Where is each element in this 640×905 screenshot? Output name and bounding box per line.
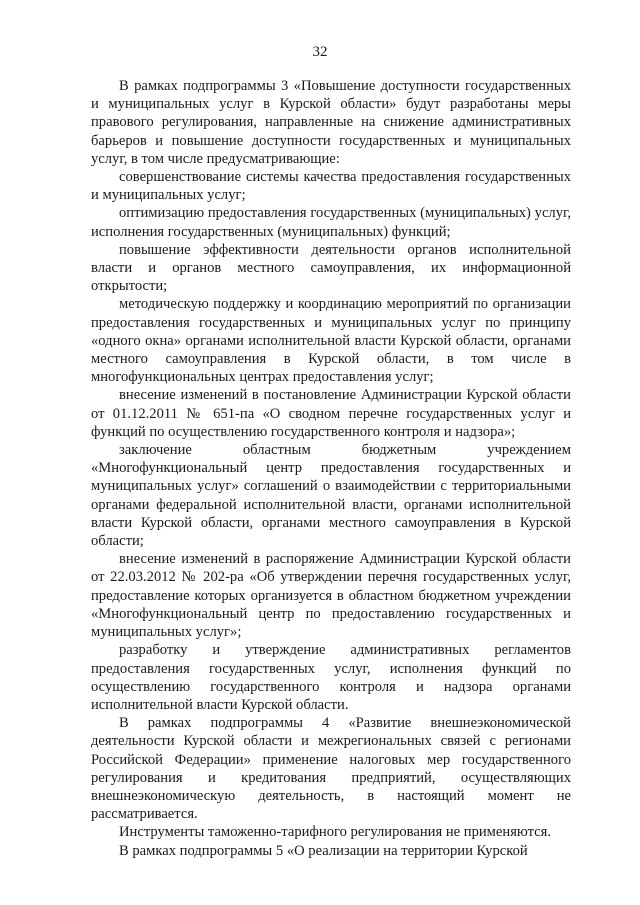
paragraph: повышение эффективности деятельности органов исполнительной власти и органов местного самоуправления, их информационной открытости; xyxy=(91,241,571,295)
paragraph: В рамках подпрограммы 4 «Развитие внешнеэкономической деятельности Курской области и межрегиональных связей с регионами Российской Федерации» применение налоговых мер государственного регулирования и кредитования предприятий, осуществляющих внешнеэкономическую деятельность, в настоящий момент не рассматривается. xyxy=(91,715,571,823)
paragraph: В рамках подпрограммы 5 «О реализации на территории Курской xyxy=(119,842,528,859)
paragraph: Инструменты таможенно-тарифного регулирования не применяются. xyxy=(119,824,552,841)
paragraph: внесение изменений в постановление Администрации Курской области от 01.12.2011 № 651-па «О сводном перечне государственных услуг и функций по осуществлению государственного контроля и надзора»; xyxy=(91,387,571,440)
paragraph: В рамках подпрограммы 3 «Повышение доступности государственных и муниципальных услуг в Курской области» будут разработаны меры правового регулирования, направленные на снижение административных барьеров и повышение доступности государственных и муниципальных услуг, в том числе предусматривающие: xyxy=(91,78,571,167)
paragraph: оптимизацию предоставления государственных (муниципальных) услуг, исполнения государственных (муниципальных) функций; xyxy=(91,205,571,240)
paragraph: внесение изменений в распоряжение Администрации Курской области от 22.03.2012 № 202-ра «Об утверждении перечня государственных услуг, предоставление которых организуется в областном бюджетном учреждении «Многофункциональный центр по предоставлению государственных и муниципальных услуг»; xyxy=(91,551,571,641)
paragraph: заключение областным бюджетным учреждением «Многофункциональный центр предоставления государственных и муниципальных услуг» соглашений о взаимодействии с территориальными органами федеральной исполнительной власти, органами исполнительной власти Курской области, органами местного самоуправления в Курской области; xyxy=(91,442,571,550)
paragraph: методическую поддержку и координацию мероприятий по организации предоставления государственных и муниципальных услуг по принципу «одного окна» органами исполнительной власти Курской области, органами местного самоуправления в Курской области, в том числе в многофункциональных центрах предоставления услуг; xyxy=(91,296,571,386)
paragraph: разработку и утверждение административных регламентов предоставления государственных услуг, исполнения функций по осуществлению государственного контроля и надзора органами исполнительной власти Курской области. xyxy=(91,642,571,713)
paragraph: совершенствование системы качества предоставления государственных и муниципальных услуг; xyxy=(91,169,571,204)
body-text xyxy=(91,77,571,860)
page-number: 32 xyxy=(312,44,328,60)
